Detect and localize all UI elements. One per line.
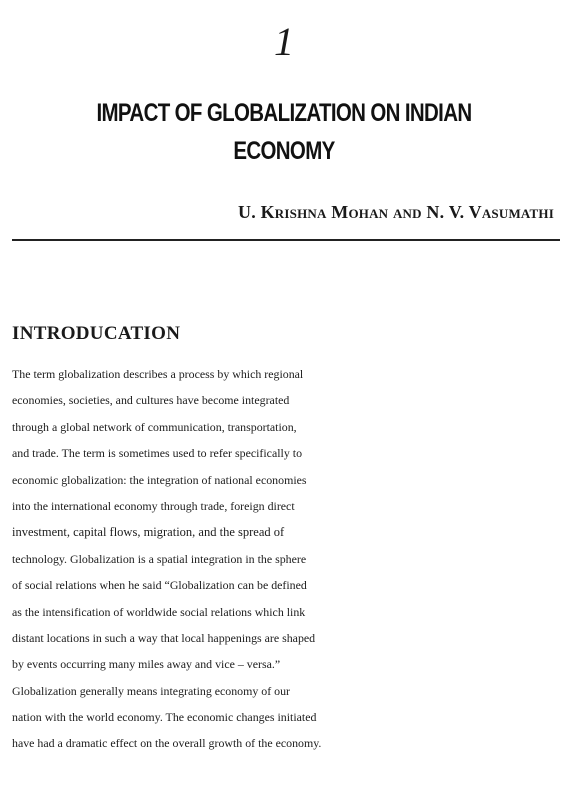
paragraph-line: Globalization generally means integrating economy of our — [12, 683, 291, 698]
paragraph-line: into the international economy through trade, foreign direct — [12, 498, 295, 513]
paragraph-line: by events occurring many miles away and vice – versa.” — [12, 657, 281, 672]
paragraph-line: and trade. The term is sometimes used to refer specifically to — [12, 446, 303, 461]
paragraph-line: nation with the world economy. The economic changes initiated — [12, 710, 317, 725]
paragraph-line: investment, capital flows, migration, and the spread of — [12, 525, 285, 540]
title-divider — [12, 239, 560, 241]
chapter-number: 1 — [274, 19, 294, 64]
paragraph-line: economies, societies, and cultures have become integrated — [12, 393, 290, 408]
paragraph-line: of social relations when he said “Globalization can be defined — [12, 578, 307, 593]
body-paragraph — [12, 361, 556, 757]
paragraph-line: through a global network of communication, transportation, — [12, 419, 297, 434]
chapter-title-line-1: IMPACT OF GLOBALIZATION ON INDIAN — [96, 99, 472, 127]
paragraph-line: technology. Globalization is a spatial integration in the sphere — [12, 551, 307, 566]
paragraph-line: as the intensification of worldwide social relations which link — [12, 604, 306, 619]
paragraph-line: have had a dramatic effect on the overall growth of the economy. — [12, 736, 322, 751]
paragraph-line: The term globalization describes a process by which regional — [12, 367, 304, 381]
chapter-title — [84, 94, 484, 170]
paragraph-line: distant locations in such a way that local happenings are shaped — [12, 630, 316, 645]
chapter-authors: U. Krishna Mohan and N. V. Vasumathi — [238, 202, 554, 222]
paragraph-line: economic globalization: the integration of national economies — [12, 472, 307, 487]
chapter-title-line-2: ECONOMY — [233, 137, 335, 165]
section-heading: INTRODUCATION — [12, 323, 181, 344]
